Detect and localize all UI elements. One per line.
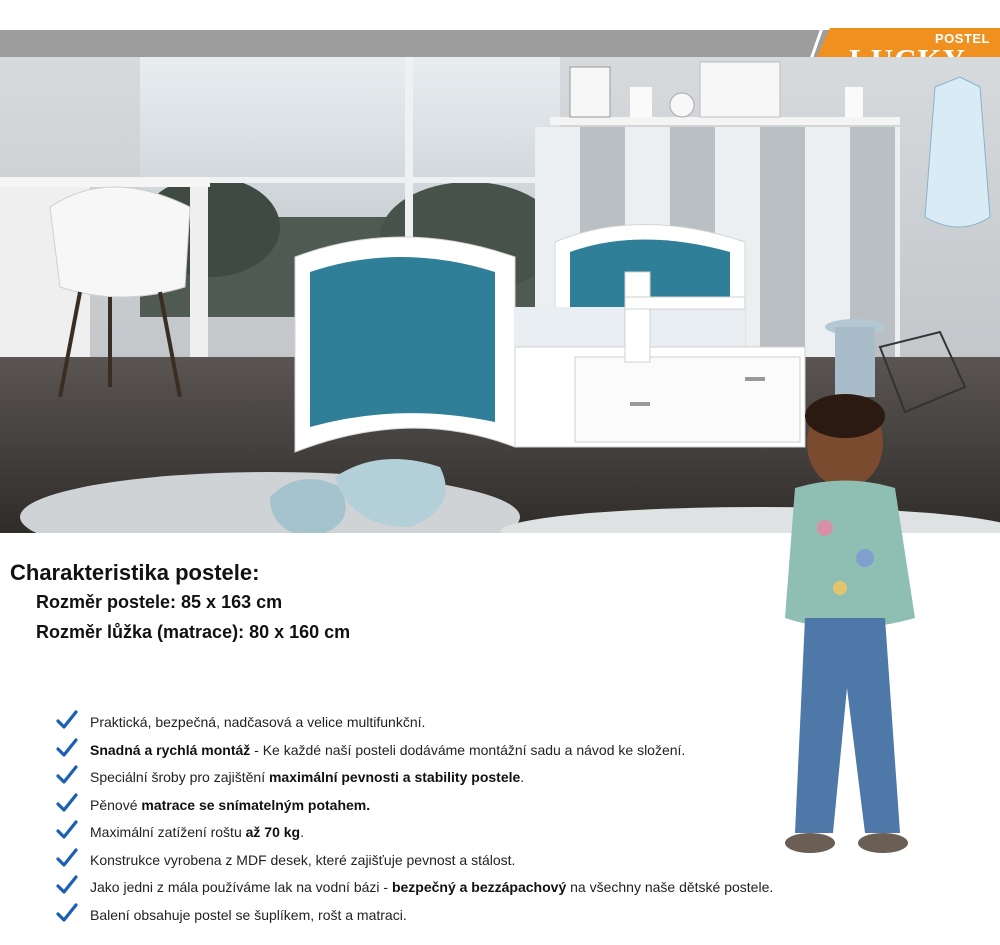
- feature-text: Speciální šroby pro zajištění maximální pevnosti a stability postele.: [90, 769, 525, 785]
- checkmark-icon: [56, 793, 78, 813]
- feature-text: Jako jedni z mála používáme lak na vodní bázi - bezpečný a bezzápachový na všechny naše dětské postele.: [90, 879, 774, 895]
- characteristics-title: Charakteristika postele:: [10, 560, 260, 585]
- checkmark-icon: [56, 820, 78, 840]
- feature-text: Konstrukce vyrobena z MDF desek, které zajišťuje pevnost a stálost.: [90, 851, 516, 868]
- mattress-size: Rozměr lůžka (matrace): 80 x 160 cm: [36, 622, 351, 642]
- feature-text: Pěnové matrace se snímatelným potahem.: [90, 796, 371, 813]
- child-photo: [765, 388, 925, 863]
- feature-text: Balení obsahuje postel se šuplíkem, rošt a matraci.: [90, 906, 407, 923]
- feature-text: Snadná a rychlá montáž - Ke každé naší posteli dodáváme montážní sadu a návod ke složení.: [90, 741, 686, 758]
- checkmark-icon: [56, 710, 78, 730]
- checkmark-icon: [56, 848, 78, 868]
- badge-tag: POSTEL: [934, 31, 990, 46]
- checkmark-icon: [56, 738, 78, 758]
- feature-text: Praktická, bezpečná, nadčasová a velice multifunkční.: [90, 714, 426, 730]
- checkmark-icon: [56, 765, 78, 785]
- checkmark-icon: [56, 875, 78, 895]
- checkmark-icon: [56, 903, 78, 923]
- feature-text: Maximální zatížení roštu až 70 kg.: [90, 824, 304, 840]
- bed-size: Rozměr postele: 85 x 163 cm: [36, 592, 283, 612]
